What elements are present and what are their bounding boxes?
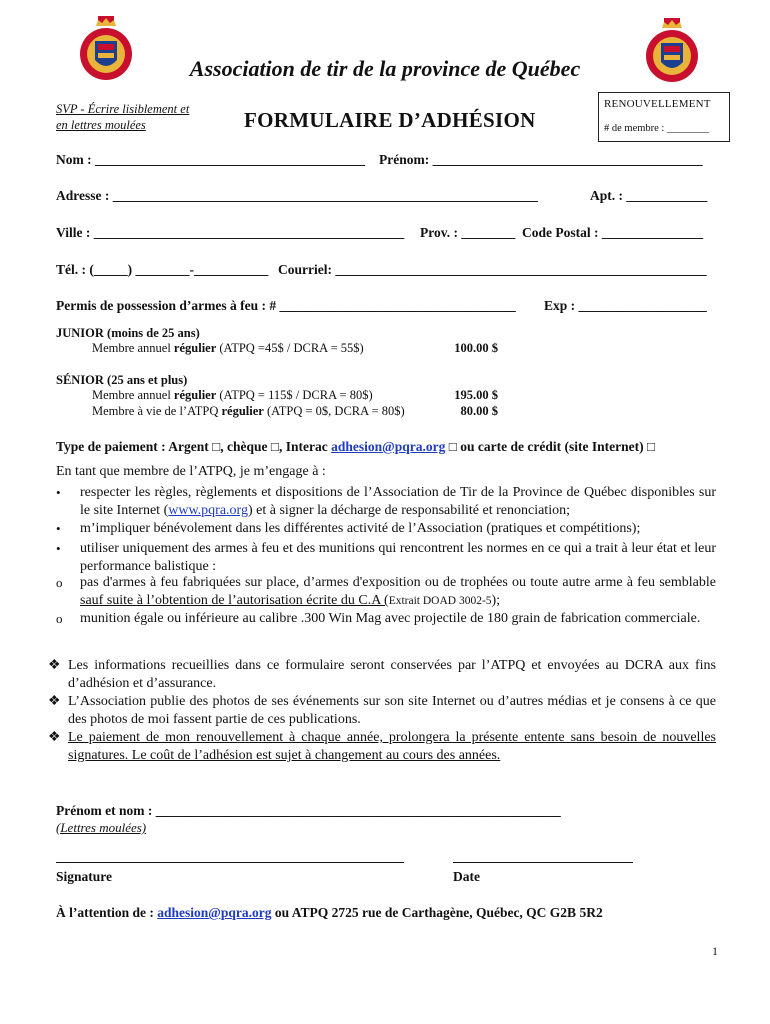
junior-amount: 100.00 $ [454, 341, 498, 355]
fee-detail: (ATPQ =45$ / DCRA = 55$) [216, 341, 364, 355]
fee-detail: (ATPQ = 0$, DCRA = 80$) [263, 404, 405, 418]
adresse-field[interactable]: Adresse : _______________________________________________________________ [56, 188, 538, 203]
fee-text: Membre annuel [92, 388, 174, 402]
ville-field[interactable]: Ville : ______________________________________________ [56, 225, 405, 240]
payment-options-end[interactable]: □ ou carte de crédit (site Internet) □ [445, 439, 656, 454]
page-number: 1 [712, 944, 718, 958]
instructions-line-1: SVP - Écrire lisiblement et [56, 102, 190, 116]
fee-text: Membre à vie de l’ATPQ [92, 404, 222, 418]
authorization-condition: sauf suite à l’obtention de l’autorisation écrite du C.A ( [80, 593, 389, 608]
date-label: Date [453, 869, 480, 884]
payment-options[interactable]: Type de paiement : Argent □, chèque □, Interac [56, 439, 332, 454]
fee-text: Membre annuel [92, 341, 174, 355]
apt-field[interactable]: Apt. : ____________ [590, 188, 708, 203]
instructions-line-2: en lettres moulées [56, 118, 146, 132]
fee-type: régulier [173, 388, 217, 402]
postal-code-field[interactable]: Code Postal : _______________ [522, 225, 704, 240]
commitment-item-ammunition: munition égale ou inférieure au calibre .300 Win Mag avec projectile de 180 grain de fabrication commerciale. [80, 611, 701, 626]
commitment-intro: En tant que membre de l’ATPQ, je m’engage à : [56, 464, 326, 479]
item-text-end: ); [491, 593, 501, 608]
province-field[interactable]: Prov. : ________ [420, 225, 516, 240]
fee-type: régulier [221, 404, 264, 418]
sub-bullet: o [56, 611, 63, 626]
senior-lifetime-fee [92, 404, 405, 419]
date-line[interactable] [453, 862, 633, 863]
member-number-field[interactable]: # de membre : ________ [604, 123, 709, 134]
note-photo-consent: L’Association publie des photos de ses événements sur son site Internet ou d’autres médias et je consens à ce que des photos de moi fassent partie de ces publications. [68, 694, 716, 727]
signature-label: Signature [56, 869, 113, 884]
permit-expiry-field[interactable]: Exp : ___________________ [544, 298, 707, 313]
signature-line[interactable] [56, 862, 404, 863]
telephone-field[interactable]: Tél. : (_____) ________-___________ [56, 262, 269, 277]
item-text-end: ) et à signer la décharge de responsabilité et renonciation; [247, 503, 570, 518]
attention-label: À l’attention de : [56, 905, 158, 920]
mailing-address: ou ATPQ 2725 rue de Carthagène, Québec, QC G2B 5R2 [271, 905, 603, 920]
bullet: • [56, 521, 61, 536]
diamond-bullet-icon: ❖ [48, 694, 61, 709]
website-link[interactable]: www.pqra.org [168, 503, 248, 518]
diamond-bullet-icon: ❖ [48, 658, 61, 673]
sub-bullet: o [56, 575, 63, 590]
note-renewal-terms: Le paiement de mon renouvellement à chaque année, prolongera la présente entente sans besoin de nouvelles signatures. Le coût de l’adhésion est sujet à changement au cours des années. [68, 730, 716, 763]
prenom-field[interactable]: Prénom: ________________________________________ [379, 152, 703, 167]
item-text: respecter les règles, règlements et dispositions de l’Association de Tir de la Province de Québec disponibles sur le site Internet ( [80, 485, 716, 518]
commitment-item-volunteer: m’impliquer bénévolement dans les différentes activité de l’Association (pratiques et compétitions); [80, 521, 641, 536]
mailing-attention-line [56, 905, 603, 921]
bullet: • [56, 485, 61, 500]
note-data-retention: Les informations recueillies dans ce formulaire seront conservées par l’ATPQ et envoyées au DCRA aux fins d’adhésion et d’assurance. [68, 658, 716, 691]
senior-category-title: SÉNIOR (25 ans et plus) [56, 373, 188, 387]
email-field[interactable]: Courriel: _______________________________________________________ [278, 262, 707, 277]
block-letters-hint: (Lettres moulées) [56, 820, 147, 835]
nom-field[interactable]: Nom : ________________________________________ [56, 152, 365, 167]
senior-annual-amount: 195.00 $ [454, 388, 498, 402]
fee-type: régulier [173, 341, 217, 355]
form-title: FORMULAIRE D’ADHÉSION [244, 108, 536, 132]
firearm-permit-field[interactable]: Permis de possession d’armes à feu : # ___________________________________ [56, 298, 516, 313]
diamond-bullet-icon: ❖ [48, 730, 61, 745]
attention-email-link[interactable]: adhesion@pqra.org [157, 905, 272, 920]
commitment-item-rules [80, 484, 716, 520]
item-text: pas d'armes à feu fabriquées sur place, d’armes d'exposition ou de trophées ou toute autre arme à feu semblable [80, 575, 716, 590]
fee-detail: (ATPQ = 115$ / DCRA = 80$) [216, 388, 373, 402]
senior-lifetime-amount: 80.00 $ [460, 404, 498, 418]
renewal-label: RENOUVELLEMENT [604, 98, 711, 110]
writing-instructions [56, 101, 189, 133]
association-title: Association de tir de la province de Québec [189, 56, 581, 81]
bullet: • [56, 541, 61, 556]
senior-annual-fee [92, 388, 373, 403]
doad-reference: Extrait DOAD 3002-5 [388, 595, 492, 607]
junior-category-title: JUNIOR (moins de 25 ans) [56, 326, 200, 340]
full-name-field[interactable]: Prénom et nom : ____________________________________________________________ [56, 803, 561, 818]
payment-type-line [56, 439, 655, 455]
junior-annual-fee [92, 341, 364, 356]
renewal-box [598, 92, 730, 142]
commitment-item-no-homemade [80, 574, 716, 610]
interac-email-link[interactable]: adhesion@pqra.org [331, 439, 446, 454]
commitment-item-firearms: utiliser uniquement des armes à feu et des munitions qui rencontrent les normes en ce qui a trait à leur état et leur performance balistique : [80, 541, 716, 574]
